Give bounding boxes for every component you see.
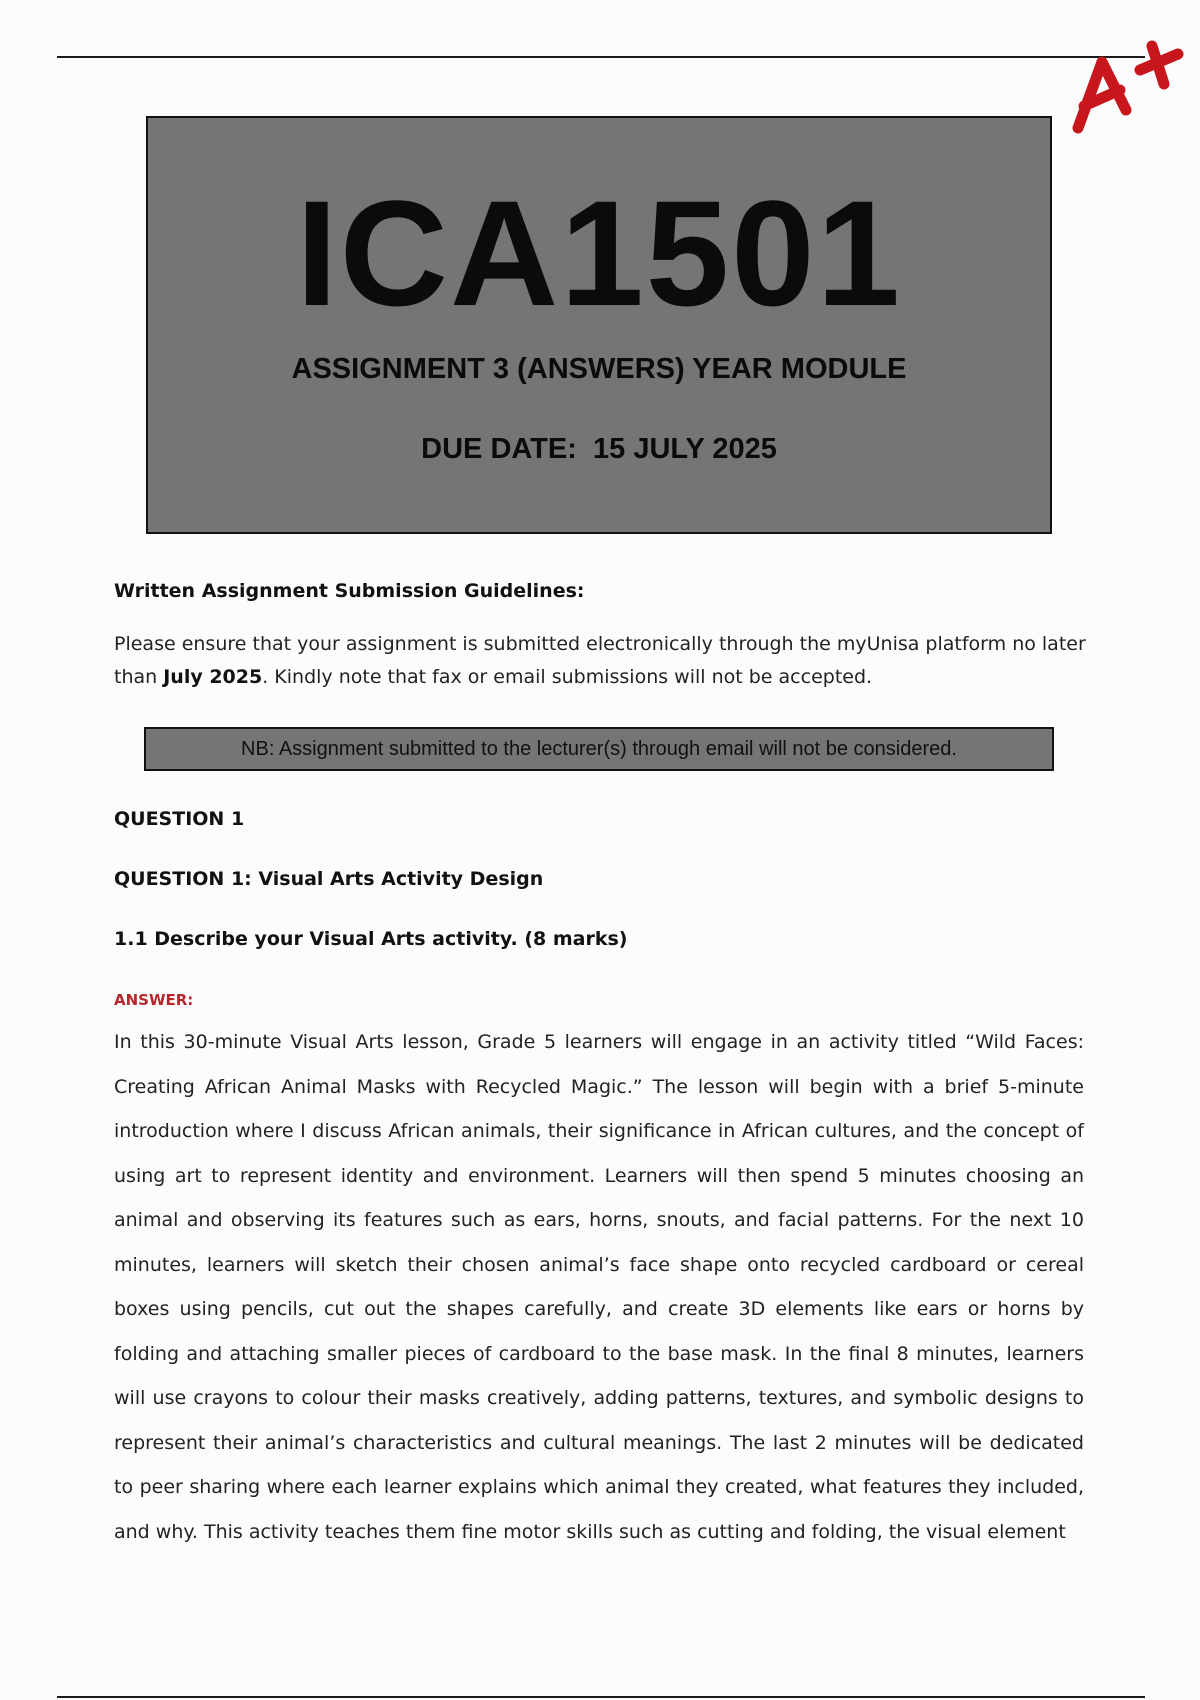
- answer-paragraph: In this 30-minute Visual Arts lesson, Grade 5 learners will engage in an activity titled “Wild Faces: Creating African Animal Masks with Recycled Magic.” The lesson will begin with a brief 5-minute introduction where I discuss African animals, their significance in African cultures, and the concept of using art to represent identity and environment. Learners will then spend 5 minutes choosing an animal and observing its features such as ears, horns, snouts, and facial patterns. For the next 10 minutes, learners will sketch their chosen animal’s face shape onto recycled cardboard or cereal boxes using pencils, cut out the shapes carefully, and create 3D elements like ears or horns by folding and attaching smaller pieces of cardboard to the base mask. In the final 8 minutes, learners will use crayons to colour their masks creatively, adding patterns, textures, and symbolic designs to represent their animal’s characteristics and cultural meanings. The last 2 minutes will be dedicated to peer sharing where each learner explains which animal they created, what features they included, and why. This activity teaches them fine motor skills such as cutting and folding, the visual element: [114, 1031, 1084, 1543]
- guidelines-heading: Written Assignment Submission Guidelines:: [114, 580, 585, 602]
- assignment-title: ASSIGNMENT 3 (ANSWERS) YEAR MODULE: [291, 353, 907, 385]
- bottom-rule: [57, 1696, 1145, 1698]
- grade-a-plus-mark: [1068, 40, 1188, 140]
- answer-label: ANSWER:: [114, 991, 194, 1009]
- guidelines-text-start: Please ensure that your assignment is submitted electronically through the myUnisa platform no later than: [114, 633, 1086, 688]
- guidelines-text-end: . Kindly note that fax or email submissions will not be accepted.: [262, 666, 873, 688]
- question-number-heading: QUESTION 1: [114, 808, 245, 830]
- guidelines-deadline: July 2025: [163, 666, 263, 688]
- cover-title-box: [146, 116, 1052, 534]
- top-rule: [57, 56, 1145, 58]
- course-code: ICA1501: [295, 169, 903, 337]
- email-notice-box: NB: Assignment submitted to the lecturer(s) through email will not be considered.: [144, 727, 1054, 771]
- question-title-heading: QUESTION 1: Visual Arts Activity Design: [114, 868, 544, 890]
- question-sub-heading: 1.1 Describe your Visual Arts activity. (8 marks): [114, 928, 628, 950]
- guidelines-paragraph: [114, 628, 1094, 694]
- due-date: DUE DATE: 15 JULY 2025: [421, 433, 777, 465]
